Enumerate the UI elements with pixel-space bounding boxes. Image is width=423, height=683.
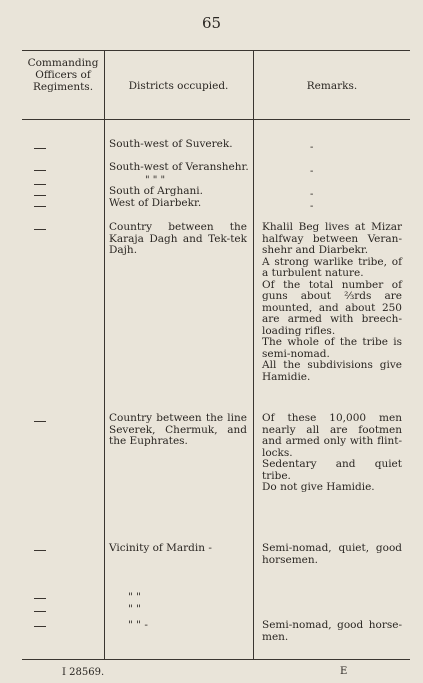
- district-row-8: " ": [128, 591, 141, 603]
- officer-dash: [34, 195, 46, 196]
- officer-dash: [34, 184, 46, 185]
- column-divider: [104, 51, 105, 659]
- header-officers: Commanding Officers of Regiments.: [27, 57, 99, 93]
- officer-dash: [34, 598, 46, 599]
- header-rule: [22, 119, 410, 120]
- officer-dash: [34, 611, 46, 612]
- officer-dash: [34, 626, 46, 627]
- remark-row-6: [262, 413, 402, 494]
- remark-row-7: Semi-nomad, quiet, good horsemen.: [262, 542, 402, 566]
- column-divider: [253, 51, 254, 659]
- header-remarks: Remarks.: [306, 80, 358, 92]
- officer-dash: [34, 550, 46, 551]
- remark-line: Of these 10,000 men nearly all are footmen and armed only with flint-locks.: [262, 412, 402, 459]
- district-row-5: Country between the Karaja Dagh and Tek-tek Dajh.: [109, 221, 247, 256]
- footer-signature: I 28569.: [62, 667, 105, 678]
- district-row-4: West of Diarbekr.: [109, 197, 202, 209]
- header-districts: Districts occupied.: [128, 80, 229, 92]
- remark-line: All the subdivisions give Hamidie.: [262, 359, 402, 383]
- district-row-10: " " -: [128, 619, 148, 631]
- district-row-6: Country between the line Severek, Chermuk, and the Euphrates.: [109, 412, 247, 447]
- remark-row-3: -: [310, 189, 314, 200]
- page-number: 65: [201, 14, 222, 32]
- district-row-9: " ": [128, 603, 141, 615]
- remark-line: Sedentary and quiet tribe.: [262, 458, 402, 482]
- remark-line: A strong warlike tribe, of a turbulent nature.: [262, 255, 402, 279]
- remark-line: Do not give Hamidie.: [262, 481, 375, 493]
- officer-dash: [34, 170, 46, 171]
- officer-dash: [34, 148, 46, 149]
- footer-mark: E: [340, 666, 348, 677]
- officer-dash: [34, 206, 46, 207]
- district-row-3: South of Arghani.: [109, 185, 203, 197]
- remark-row-4: -: [310, 201, 314, 212]
- district-row-2: South-west of Veranshehr.: [109, 161, 249, 173]
- remark-row-5: [262, 222, 402, 383]
- remark-line: Khalil Beg lives at Mizar halfway between Veran-shehr and Diarbekr.: [262, 221, 402, 256]
- district-row-1: South-west of Suverek.: [109, 138, 233, 150]
- remark-line: Of the total number of guns about ⅔rds are mounted, and about 250 are armed with breech-loading rifles.: [262, 278, 402, 337]
- remark-row-1: -: [310, 142, 314, 153]
- remark-row-2: -: [310, 166, 314, 177]
- ditto-marks: " " ": [145, 175, 166, 186]
- remark-row-10: Semi-nomad, good horse-men.: [262, 619, 402, 643]
- officer-dash: [34, 421, 46, 422]
- officer-dash: [34, 229, 46, 230]
- remark-line: The whole of the tribe is semi-nomad.: [262, 336, 402, 360]
- district-row-7: Vicinity of Mardin -: [109, 542, 212, 554]
